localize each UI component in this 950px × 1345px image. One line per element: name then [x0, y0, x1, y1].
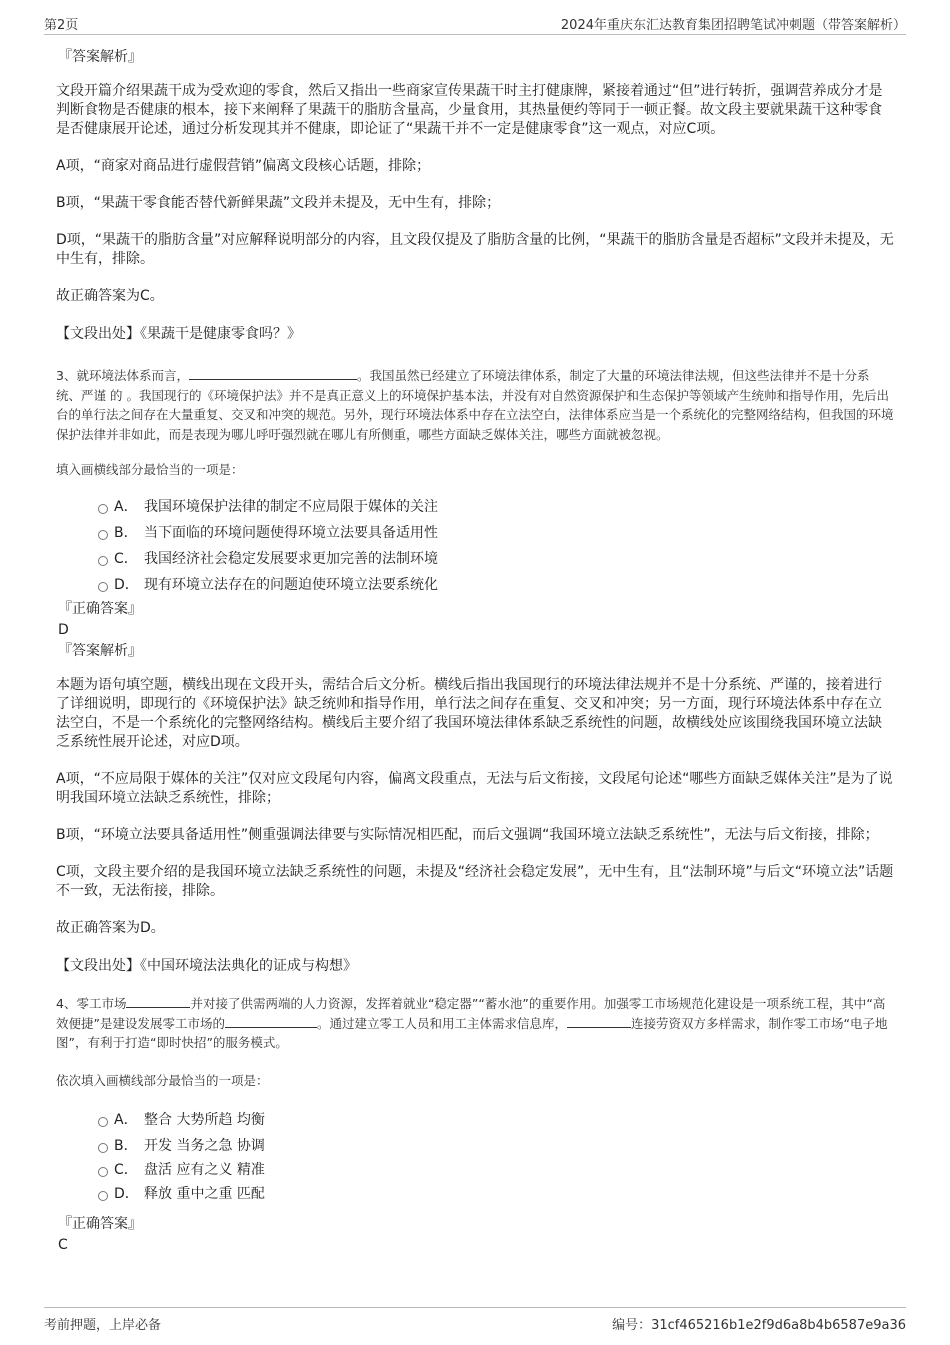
- radio-icon[interactable]: [98, 1191, 108, 1201]
- q2-analysis-b: B项，“果蔬干零食能否替代新鲜果蔬”文段并未提及，无中生有，排除；: [56, 195, 501, 211]
- document-code: 编号：31cf465216b1e2f9d6a8b4b6587e9a36: [612, 1318, 906, 1333]
- page-header: [44, 12, 906, 35]
- q3-analysis-c: C项，文段主要介绍的是我国环境立法缺乏系统性的问题，未提及“经济社会稳定发展”，无中生有，且“法制环境”与后文“环境立法”话题不一致，无法衔接，排除。: [56, 864, 894, 899]
- document-title: 2024年重庆东汇达教育集团招聘笔试冲刺题（带答案解析）: [560, 18, 906, 33]
- q4-lead: 4、零工市场: [56, 996, 127, 1011]
- q4-text-3: 连接劳资双方多样需求，制作零工市场“电子地图”，有利于打造“即时快招”的服务模式。: [56, 1015, 888, 1050]
- radio-icon[interactable]: [98, 582, 108, 592]
- page-number: 第2页: [44, 18, 79, 33]
- q4-blank-2: [225, 1015, 317, 1028]
- q2-conclusion: 故正确答案为C。: [56, 288, 164, 304]
- radio-icon[interactable]: [98, 530, 108, 540]
- q4-text-2: 。通过建立零工人员和用工主体需求信息库，: [316, 1015, 567, 1031]
- q4-answer-label: 『正确答案』: [58, 1215, 142, 1232]
- radio-icon[interactable]: [98, 556, 108, 566]
- q3-analysis-label: 『答案解析』: [58, 643, 142, 659]
- radio-icon[interactable]: [98, 504, 108, 514]
- q3-lead: 3、就环境法体系而言，: [56, 368, 189, 383]
- q3-option-d[interactable]: D． 现有环境立法存在的问题迫使环境立法要系统化: [56, 572, 894, 598]
- q4-option-c[interactable]: C． 盘活 应有之义 精准: [56, 1159, 894, 1181]
- radio-icon[interactable]: [98, 1167, 108, 1177]
- main-content: [56, 46, 894, 1255]
- q4-prompt: 依次填入画横线部分最恰当的一项是：: [56, 1072, 269, 1088]
- q3-blank: [189, 367, 357, 380]
- footer-slogan: 考前押题，上岸必备: [44, 1318, 162, 1333]
- q3-analysis-a: A项，“不应局限于媒体的关注”仅对应文段尾句内容，偏离文段重点，无法与后文衔接，文段尾句论述“哪些方面缺乏媒体关注”是为了说明我国环境立法缺乏系统性，排除；: [56, 771, 893, 806]
- q2-analysis-label: 『答案解析』: [58, 49, 142, 65]
- q3-stem: [56, 366, 894, 444]
- q2-source: 【文段出处】《果蔬干是健康零食吗？》: [56, 326, 301, 342]
- page-footer: [44, 1307, 906, 1333]
- q4-blank-1: [126, 995, 190, 1008]
- q2-analysis-intro: 文段开篇介绍果蔬干成为受欢迎的零食，然后又指出一些商家宣传果蔬干时主打健康牌，紧接着通过“但”进行转折，强调营养成分才是判断食物是否健康的根本，接下来阐释了果蔬干的脂肪含量高，少量食用，其热量便约等同于一顿正餐。故文段主要就果蔬干这种零食是否健康展开论述，通过分析发现其并不健康，即论证了“果蔬干并不一定是健康零食”这一观点，对应C项。: [56, 83, 883, 137]
- q2-analysis-d: D项，“果蔬干的脂肪含量”对应解释说明部分的内容，且文段仅提及了脂肪含量的比例，“果蔬干的脂肪含量是否超标”文段并未提及，无中生有，排除。: [56, 232, 894, 267]
- q4-blank-3: [567, 1015, 631, 1028]
- q4-text-1: 并对接了供需两端的人力资源，发挥着就业“稳定器”“蓄水池”的重要作用。加强零工市场规范化建设是一项系统工程，其中“高效便捷”是建设发展零工市场的: [56, 996, 886, 1031]
- q3-source: 【文段出处】《中国环境法法典化的证成与构想》: [56, 958, 357, 974]
- q3-option-c[interactable]: C． 我国经济社会稳定发展要求更加完善的法制环境: [56, 546, 894, 572]
- radio-icon[interactable]: [98, 1117, 108, 1127]
- q3-conclusion: 故正确答案为D。: [56, 920, 165, 936]
- q4-answer: C: [58, 1236, 68, 1253]
- radio-icon[interactable]: [98, 1143, 108, 1153]
- q3-answer-label: 『正确答案』: [58, 601, 142, 617]
- q3-prompt: 填入画横线部分最恰当的一项是：: [56, 462, 244, 477]
- q4-option-d[interactable]: D． 释放 重中之重 匹配: [56, 1181, 894, 1207]
- q3-option-a[interactable]: A． 我国环境保护法律的制定不应局限于媒体的关注: [56, 494, 894, 520]
- q4-stem: [56, 994, 894, 1053]
- q4-option-b[interactable]: B． 开发 当务之急 协调: [56, 1133, 894, 1159]
- q3-analysis-intro: 本题为语句填空题，横线出现在文段开头，需结合后文分析。横线后指出我国现行的环境法律法规并不是十分系统、严谨的，接着进行了详细说明，即现行的《环境保护法》缺乏统帅和指导作用，单行法之间存在重复、交叉和冲突；另一方面，现行环境法体系中存在立法空白，不是一个系统化的完整网络结构。横线后主要介绍了我国环境法律体系缺乏系统性的问题，故横线处应该围绕我国环境立法缺乏系统性展开论述，对应D项。: [56, 677, 882, 750]
- q2-analysis-a: A项，“商家对商品进行虚假营销”偏离文段核心话题，排除；: [56, 158, 431, 174]
- q4-options: [56, 1107, 894, 1207]
- q3-options: [56, 494, 894, 598]
- q3-text: 。我国虽然已经建立了环境法律体系，制定了大量的环境法律法规，但这些法律并不是十分系统、严谨 的 。我国现行的《环境保护法》并不是真正意义上的环境保护基本法，并没有对自然资源保护和生态保护等领域产生统帅和指导作用，先后出台的单行法之间存在大量重复、交叉和冲突的规范。另外，现行环境法体系中存在立法空白，法律体系应当是一个系统化的完整网络结构，但我国的环境保护法律并非如此，而是表现为哪儿呼吁强烈就在哪儿有所侧重，哪些方面缺乏媒体关注，哪些方面就被忽视。: [56, 368, 894, 442]
- q4-option-a[interactable]: A． 整合 大势所趋 均衡: [56, 1107, 894, 1133]
- q3-analysis-b: B项，“环境立法要具备适用性”侧重强调法律要与实际情况相匹配，而后文强调“我国环境立法缺乏系统性”，无法与后文衔接，排除；: [56, 827, 879, 843]
- q3-option-b[interactable]: B． 当下面临的环境问题使得环境立法要具备适用性: [56, 520, 894, 546]
- q3-answer: D: [58, 622, 69, 638]
